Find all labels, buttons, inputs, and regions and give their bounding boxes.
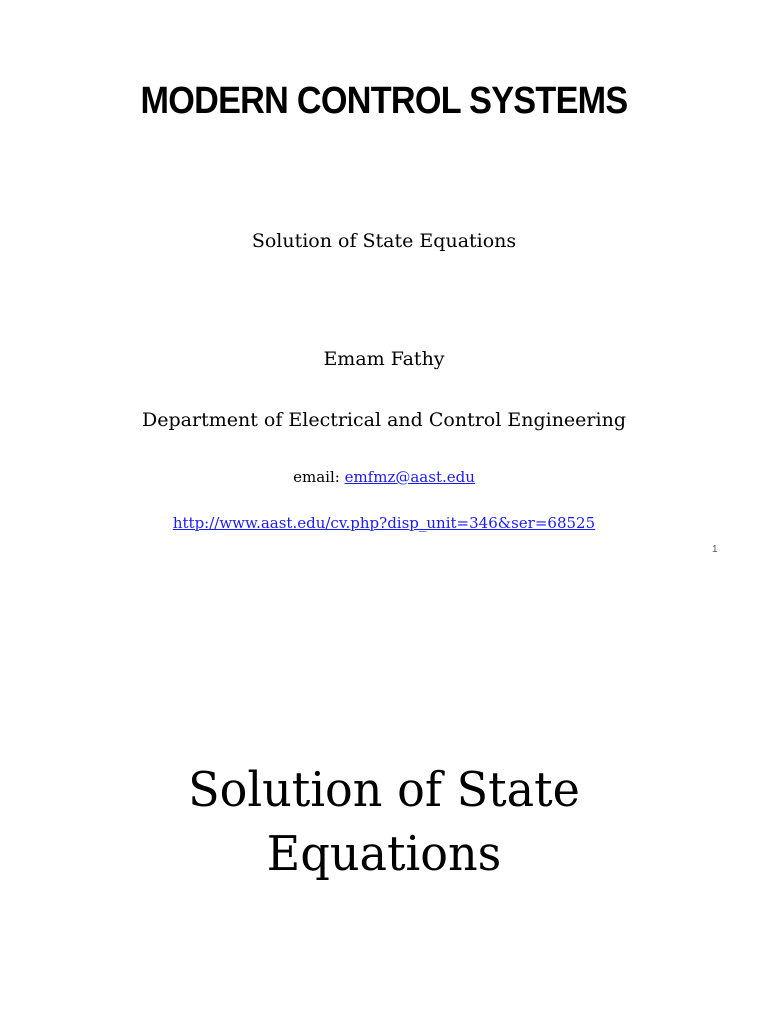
email-link[interactable]: emfmz@aast.edu <box>344 468 475 486</box>
section-title <box>15 758 752 886</box>
email-line <box>0 468 768 486</box>
department-name: Department of Electrical and Control Engineering <box>142 409 626 431</box>
url-line <box>0 514 768 532</box>
profile-url-link[interactable]: http://www.aast.edu/cv.php?disp_unit=346&ser=68525 <box>172 514 596 532</box>
page-number: 1 <box>712 544 718 555</box>
author-name: Emam Fathy <box>323 348 445 370</box>
course-title: MODERN CONTROL SYSTEMS <box>140 80 628 122</box>
section-title-slide <box>0 740 768 940</box>
section-title-line-2: Equations <box>266 826 502 882</box>
email-label: email: <box>293 468 345 486</box>
section-title-line-1: Solution of State <box>188 762 580 818</box>
lecture-subtitle: Solution of State Equations <box>251 230 517 252</box>
